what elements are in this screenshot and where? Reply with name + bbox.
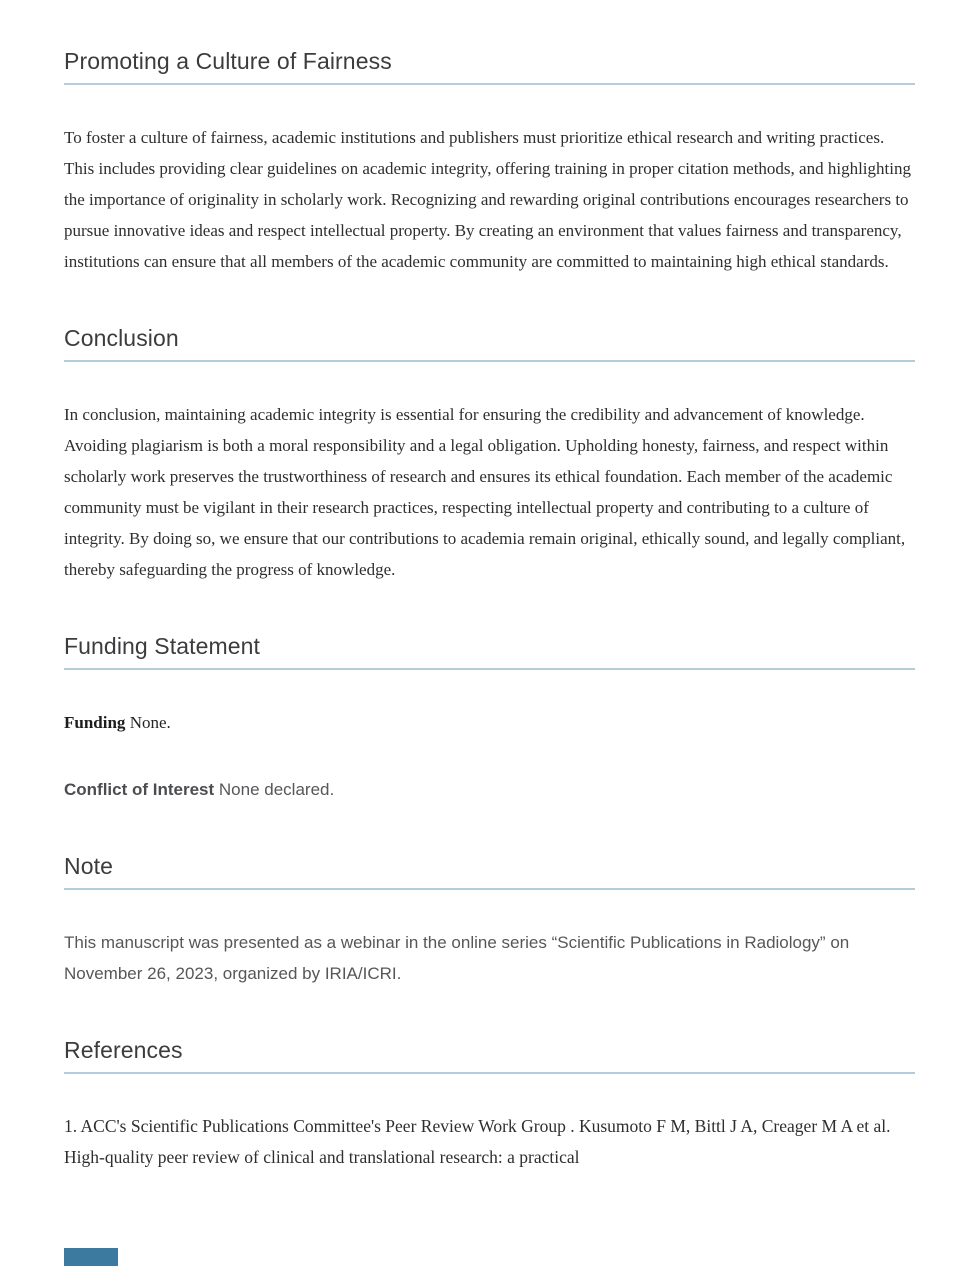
conflict-of-interest-label: Conflict of Interest: [64, 780, 215, 799]
section-heading-note: Note: [64, 852, 915, 890]
section-fairness: [64, 47, 915, 277]
funding-line: [64, 707, 915, 738]
cutoff-blue-element: [64, 1248, 118, 1266]
section-conclusion: [64, 324, 915, 585]
reference-item: 1. ACC's Scientific Publications Committee's Peer Review Work Group . Kusumoto F M, Bittl J A, Creager M A et al. High-quality peer review of clinical and translational research: a practical: [64, 1116, 891, 1167]
section-heading-references: References: [64, 1036, 915, 1074]
section-note: [64, 852, 915, 989]
section-heading-fairness: Promoting a Culture of Fairness: [64, 47, 915, 85]
funding-value: None.: [129, 713, 171, 732]
funding-label: Funding: [64, 713, 126, 732]
conflict-of-interest-line: [64, 774, 915, 805]
section-heading-funding: Funding Statement: [64, 632, 915, 670]
note-text: This manuscript was presented as a webinar in the online series “Scientific Publications in Radiology” on November 26, 2023, organized by IRIA/ICRI.: [64, 933, 850, 983]
conflict-of-interest-value: None declared.: [218, 780, 335, 799]
paragraph-fairness: To foster a culture of fairness, academic institutions and publishers must prioritize ethical research and writing practices. This includes providing clear guidelines on academic integrity, offering training in proper citation methods, and highlighting the importance of originality in scholarly work. Recognizing and rewarding original contributions encourages researchers to pursue innovative ideas and respect intellectual property. By creating an environment that values fairness and transparency, institutions can ensure that all members of the academic community are committed to maintaining high ethical standards.: [64, 128, 911, 271]
section-references: [64, 1036, 915, 1173]
paragraph-conclusion: In conclusion, maintaining academic integrity is essential for ensuring the credibility and advancement of knowledge. Avoiding plagiarism is both a moral responsibility and a legal obligation. Upholding honesty, fairness, and respect within scholarly work preserves the trustworthiness of research and ensures its ethical foundation. Each member of the academic community must be vigilant in their research practices, respecting intellectual property and contributing to a culture of integrity. By doing so, we ensure that our contributions to academia remain original, ethically sound, and legally compliant, thereby safeguarding the progress of knowledge.: [64, 405, 906, 579]
section-heading-conclusion: Conclusion: [64, 324, 915, 362]
section-funding-statement: [64, 632, 915, 805]
